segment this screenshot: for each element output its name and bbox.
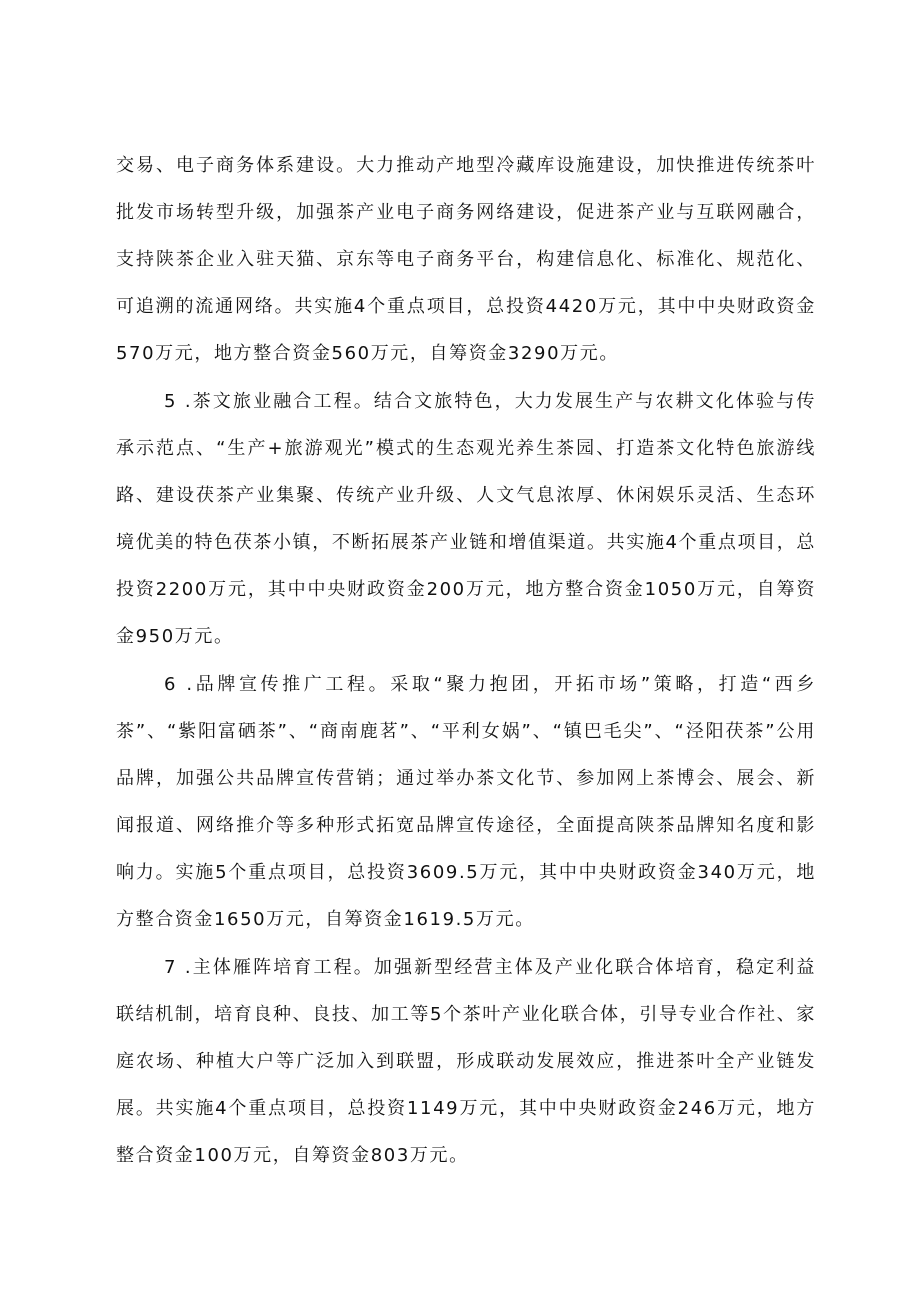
paragraph-tea-culture-tourism: 5 .茶文旅业融合工程。结合文旅特色，大力发展生产与农耕文化体验与传承示范点、“生产+旅游观光”模式的生态观光养生茶园、打造茶文化特色旅游线路、建设茯茶产业集聚、传统产业升级、人文气息浓厚、休闲娱乐灵活、生态环境优美的特色茯茶小镇，不断拓展茶产业链和增值渠道。共实施4个重点项目，总投资2200万元，其中中央财政资金200万元，地方整合资金1050万元，自筹资金950万元。: [116, 391, 816, 647]
paragraph-trade-ecommerce: 交易、电子商务体系建设。大力推动产地型冷藏库设施建设，加快推进传统茶叶批发市场转型升级，加强茶产业电子商务网络建设，促进茶产业与互联网融合，支持陕茶企业入驻天猫、京东等电子商务平台，构建信息化、标准化、规范化、可追溯的流通网络。共实施4个重点项目，总投资4420万元，其中中央财政资金570万元，地方整合资金560万元，自筹资金3290万元。: [116, 155, 816, 364]
paragraph-entity-cultivation: 7 .主体雁阵培育工程。加强新型经营主体及产业化联合体培育，稳定利益联结机制，培育良种、良技、加工等5个茶叶产业化联合体，引导专业合作社、家庭农场、种植大户等广泛加入到联盟，形成联动发展效应，推进茶叶全产业链发展。共实施4个重点项目，总投资1149万元，其中中央财政资金246万元，地方整合资金100万元，自筹资金803万元。: [116, 957, 816, 1166]
document-body: [116, 142, 816, 1179]
paragraph-brand-promotion: 6 .品牌宣传推广工程。采取“聚力抱团，开拓市场”策略，打造“西乡茶”、“紫阳富硒茶”、“商南鹿茗”、“平利女娲”、“镇巴毛尖”、“泾阳茯茶”公用品牌，加强公共品牌宣传营销；通过举办茶文化节、参加网上茶博会、展会、新闻报道、网络推介等多种形式拓宽品牌宣传途径，全面提高陕茶品牌知名度和影响力。实施5个重点项目，总投资3609.5万元，其中中央财政资金340万元，地方整合资金1650万元，自筹资金1619.5万元。: [116, 674, 816, 930]
